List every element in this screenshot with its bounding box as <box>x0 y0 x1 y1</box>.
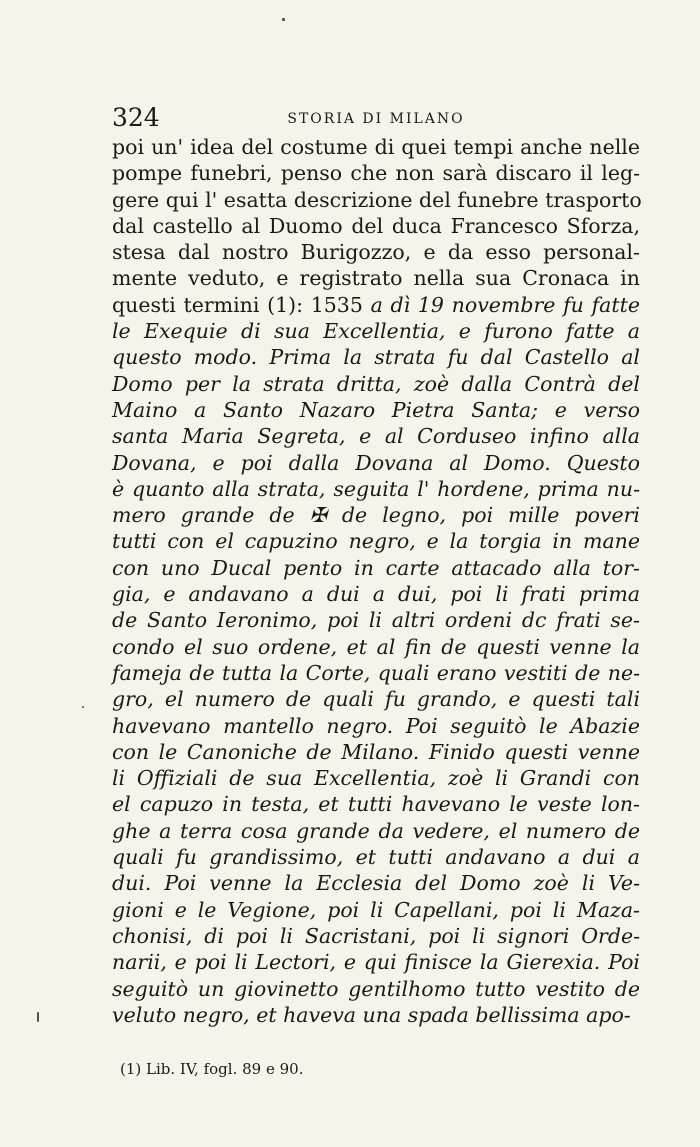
italic-segment: fameja de tutta la Corte, quali erano vestiti de ne- <box>112 660 640 685</box>
italic-segment: condo el suo ordene, et al fin de questi venne la <box>112 634 640 659</box>
margin-tick-left <box>37 1012 39 1022</box>
text-line <box>112 739 640 765</box>
text-line <box>112 502 640 528</box>
text-line <box>112 923 640 949</box>
text-line <box>112 265 640 291</box>
text-line <box>112 844 640 870</box>
italic-segment: dui. Poi venne la Ecclesia del Domo zoè li Ve- <box>112 871 640 896</box>
margin-speck-top <box>282 18 285 21</box>
roman-segment: gere qui l' esatta descrizione del funebre trasporto <box>112 187 642 212</box>
text-line <box>112 634 640 660</box>
text-line <box>112 371 640 397</box>
italic-segment: havevano mantello negro. Poi seguitò le Abazie <box>112 713 640 738</box>
text-line <box>112 713 640 739</box>
italic-segment: ghe a terra cosa grande da vedere, el numero de <box>112 818 640 843</box>
italic-segment: gro, el numero de quali fu grando, e questi tali <box>112 687 640 712</box>
roman-segment: stesa dal nostro Burigozzo, e da esso personal- <box>112 240 640 265</box>
footnote: (1) Lib. IV, fogl. 89 e 90. <box>120 1060 304 1078</box>
text-line <box>112 791 640 817</box>
page-number: 324 <box>112 103 160 132</box>
text-line <box>112 555 640 581</box>
roman-segment: questi termini (1): 1535 <box>112 292 371 317</box>
text-line <box>112 239 640 265</box>
text-line <box>112 870 640 896</box>
body-text <box>112 134 640 1028</box>
text-line <box>112 318 640 344</box>
italic-segment: chonisi, di poi li Sacristani, poi li signori Orde- <box>112 923 640 948</box>
italic-segment: Dovana, e poi dalla Dovana al Domo. Questo <box>112 450 640 475</box>
italic-segment: veluto negro, et haveva una spada bellissima apo- <box>112 1002 631 1027</box>
text-line <box>112 581 640 607</box>
text-line <box>112 476 640 502</box>
margin-speck-left <box>82 706 84 708</box>
text-line <box>112 344 640 370</box>
text-line <box>112 976 640 1002</box>
running-head: STORIA DI MILANO <box>287 111 465 127</box>
italic-segment: con le Canoniche de Milano. Finido questi venne <box>112 739 640 764</box>
text-line <box>112 1002 640 1028</box>
text-line <box>112 292 640 318</box>
italic-segment: è quanto alla strata, seguita l' hordene, prima nu- <box>112 476 640 501</box>
italic-segment: gia, e andavano a dui a dui, poi li frati prima <box>112 582 640 607</box>
roman-segment: mente veduto, e registrato nella sua Cronaca in <box>112 266 640 291</box>
text-line <box>112 765 640 791</box>
italic-segment: narii, e poi li Lectori, e qui finisce la Gierexia. Poi <box>112 950 640 975</box>
text-line <box>112 134 640 160</box>
text-line <box>112 686 640 712</box>
italic-segment: le Exequie di sua Excellentia, e furono fatte a <box>112 319 640 344</box>
page-header <box>112 100 640 136</box>
roman-segment: dal castello al Duomo del duca Francesco Sforza, <box>112 213 640 238</box>
text-line <box>112 528 640 554</box>
roman-segment: poi un' idea del costume di quei tempi anche nelle <box>112 135 640 159</box>
text-line <box>112 423 640 449</box>
text-line <box>112 949 640 975</box>
italic-segment: el capuzo in testa, et tutti havevano le veste lon- <box>112 792 640 817</box>
text-line <box>112 897 640 923</box>
italic-segment: seguitò un giovinetto gentilhomo tutto vestito de <box>112 976 640 1001</box>
italic-segment: mero grande de ✠ de legno, poi mille poveri <box>112 503 640 528</box>
italic-segment: quali fu grandissimo, et tutti andavano a dui a <box>112 845 640 870</box>
text-line <box>112 607 640 633</box>
text-line <box>112 187 640 213</box>
text-line <box>112 660 640 686</box>
italic-segment: santa Maria Segreta, e al Corduseo infino alla <box>112 424 640 449</box>
italic-segment: Domo per la strata dritta, zoè dalla Contrà del <box>112 371 640 396</box>
text-line <box>112 818 640 844</box>
italic-segment: Maino a Santo Nazaro Pietra Santa; e verso <box>112 397 640 422</box>
italic-segment: li Offiziali de sua Excellentia, zoè li Grandi con <box>112 766 640 791</box>
text-line <box>112 397 640 423</box>
italic-segment: tutti con el capuzino negro, e la torgia in mane <box>112 529 640 554</box>
italic-segment: questo modo. Prima la strata fu dal Castello al <box>112 345 640 370</box>
italic-segment: a dì 19 novembre fu fatte <box>370 292 640 317</box>
italic-segment: gioni e le Vegione, poi li Capellani, poi li Maza- <box>112 897 640 922</box>
italic-segment: de Santo Ieronimo, poi li altri ordeni dc frati se- <box>112 608 640 633</box>
text-line <box>112 450 640 476</box>
roman-segment: pompe funebri, penso che non sarà discaro il leg- <box>112 161 640 186</box>
italic-segment: con uno Ducal pento in carte attacado alla tor- <box>112 555 640 580</box>
text-line <box>112 213 640 239</box>
text-line <box>112 160 640 186</box>
